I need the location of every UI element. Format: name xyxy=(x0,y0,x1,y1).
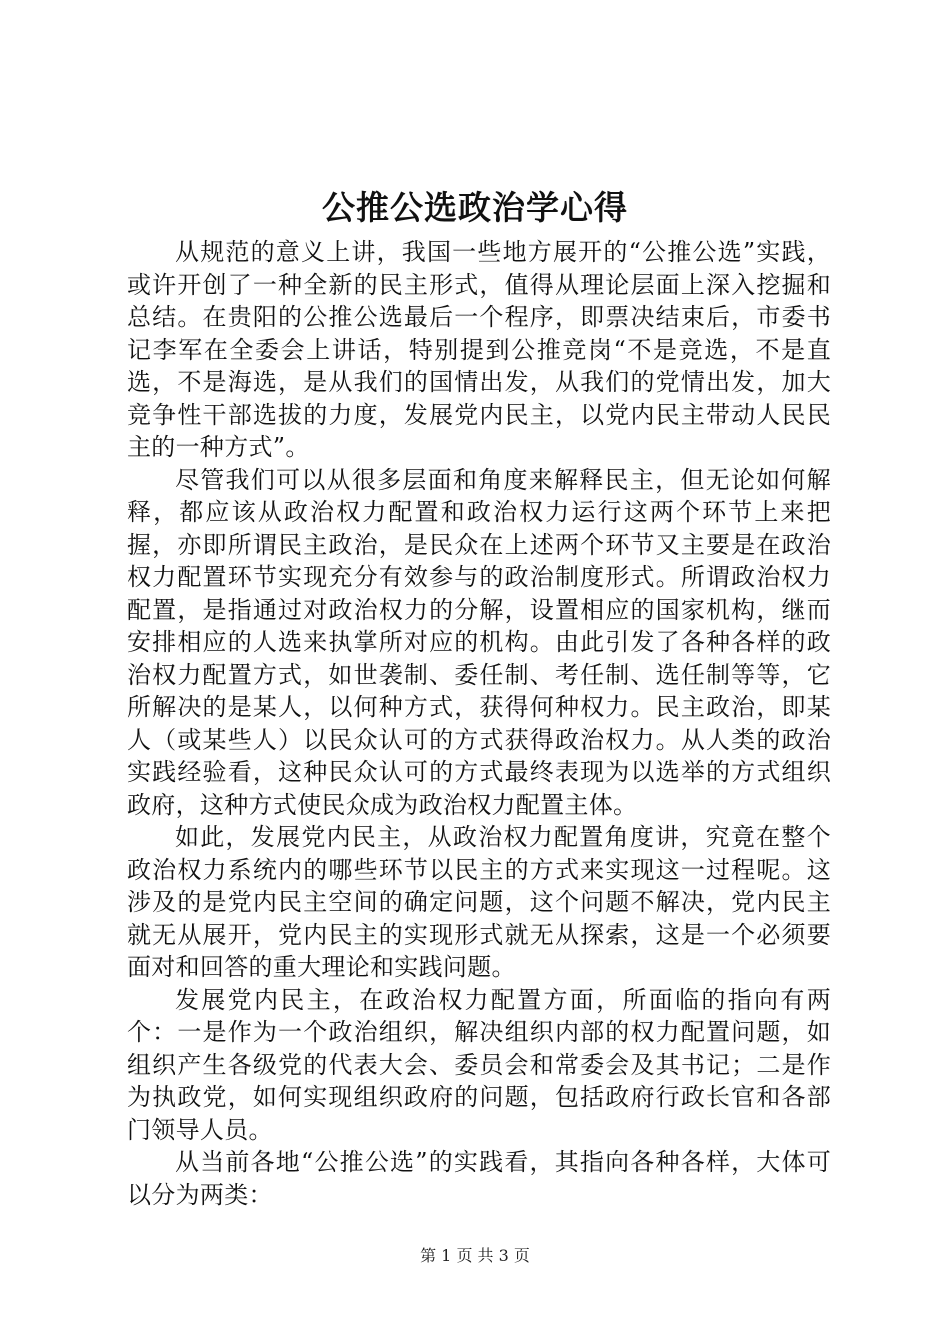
paragraph-3: 如此，发展党内民主，从政治权力配置角度讲，究竟在整个政治权力系统内的哪些环节以民主的方式来实现这一过程呢。这涉及的是党内民主空间的确定问题，这个问题不解决，党内民主就无从展开，党内民主的实现形式就无从探索，这是一个必须要面对和回答的重大理论和实践问题。 xyxy=(127,823,831,981)
paragraph-2: 尽管我们可以从很多层面和角度来解释民主，但无论如何解释，都应该从政治权力配置和政治权力运行这两个环节上来把握，亦即所谓民主政治，是民众在上述两个环节又主要是在政治权力配置环节实现充分有效参与的政治制度形式。所谓政治权力配置，是指通过对政治权力的分解，设置相应的国家机构，继而安排相应的人选来执掌所对应的机构。由此引发了各种各样的政治权力配置方式，如世袭制、委任制、考任制、选任制等等，它所解决的是某人，以何种方式，获得何种权力。民主政治，即某人（或某些人）以民众认可的方式获得政治权力。从人类的政治实践经验看，这种民众认可的方式最终表现为以选举的方式组织政府，这种方式使民众成为政治权力配置主体。 xyxy=(127,465,831,819)
document-body xyxy=(127,236,831,1211)
paragraph-4: 发展党内民主，在政治权力配置方面，所面临的指向有两个：一是作为一个政治组织，解决组织内部的权力配置问题，如组织产生各级党的代表大会、委员会和常委会及其书记；二是作为执政党，如何实现组织政府的问题，包括政府行政长官和各部门领导人员。 xyxy=(127,985,831,1144)
paragraph-1: 从规范的意义上讲，我国一些地方展开的“公推公选”实践，或许开创了一种全新的民主形式，值得从理论层面上深入挖掘和总结。在贵阳的公推公选最后一个程序，即票决结束后，市委书记李军在全委会上讲话，特别提到公推竞岗“不是竞选，不是直选，不是海选，是从我们的国情出发，从我们的党情出发，加大竞争性干部选拔的力度，发展党内民主，以党内民主带动人民民主的一种方式”。 xyxy=(127,238,831,461)
page-footer: 第 1 页 共 3 页 xyxy=(420,1246,530,1265)
document-title: 公推公选政治学心得 xyxy=(322,188,628,227)
paragraph-5: 从当前各地“公推公选”的实践看，其指向各种各样，大体可以分为两类： xyxy=(127,1148,831,1209)
